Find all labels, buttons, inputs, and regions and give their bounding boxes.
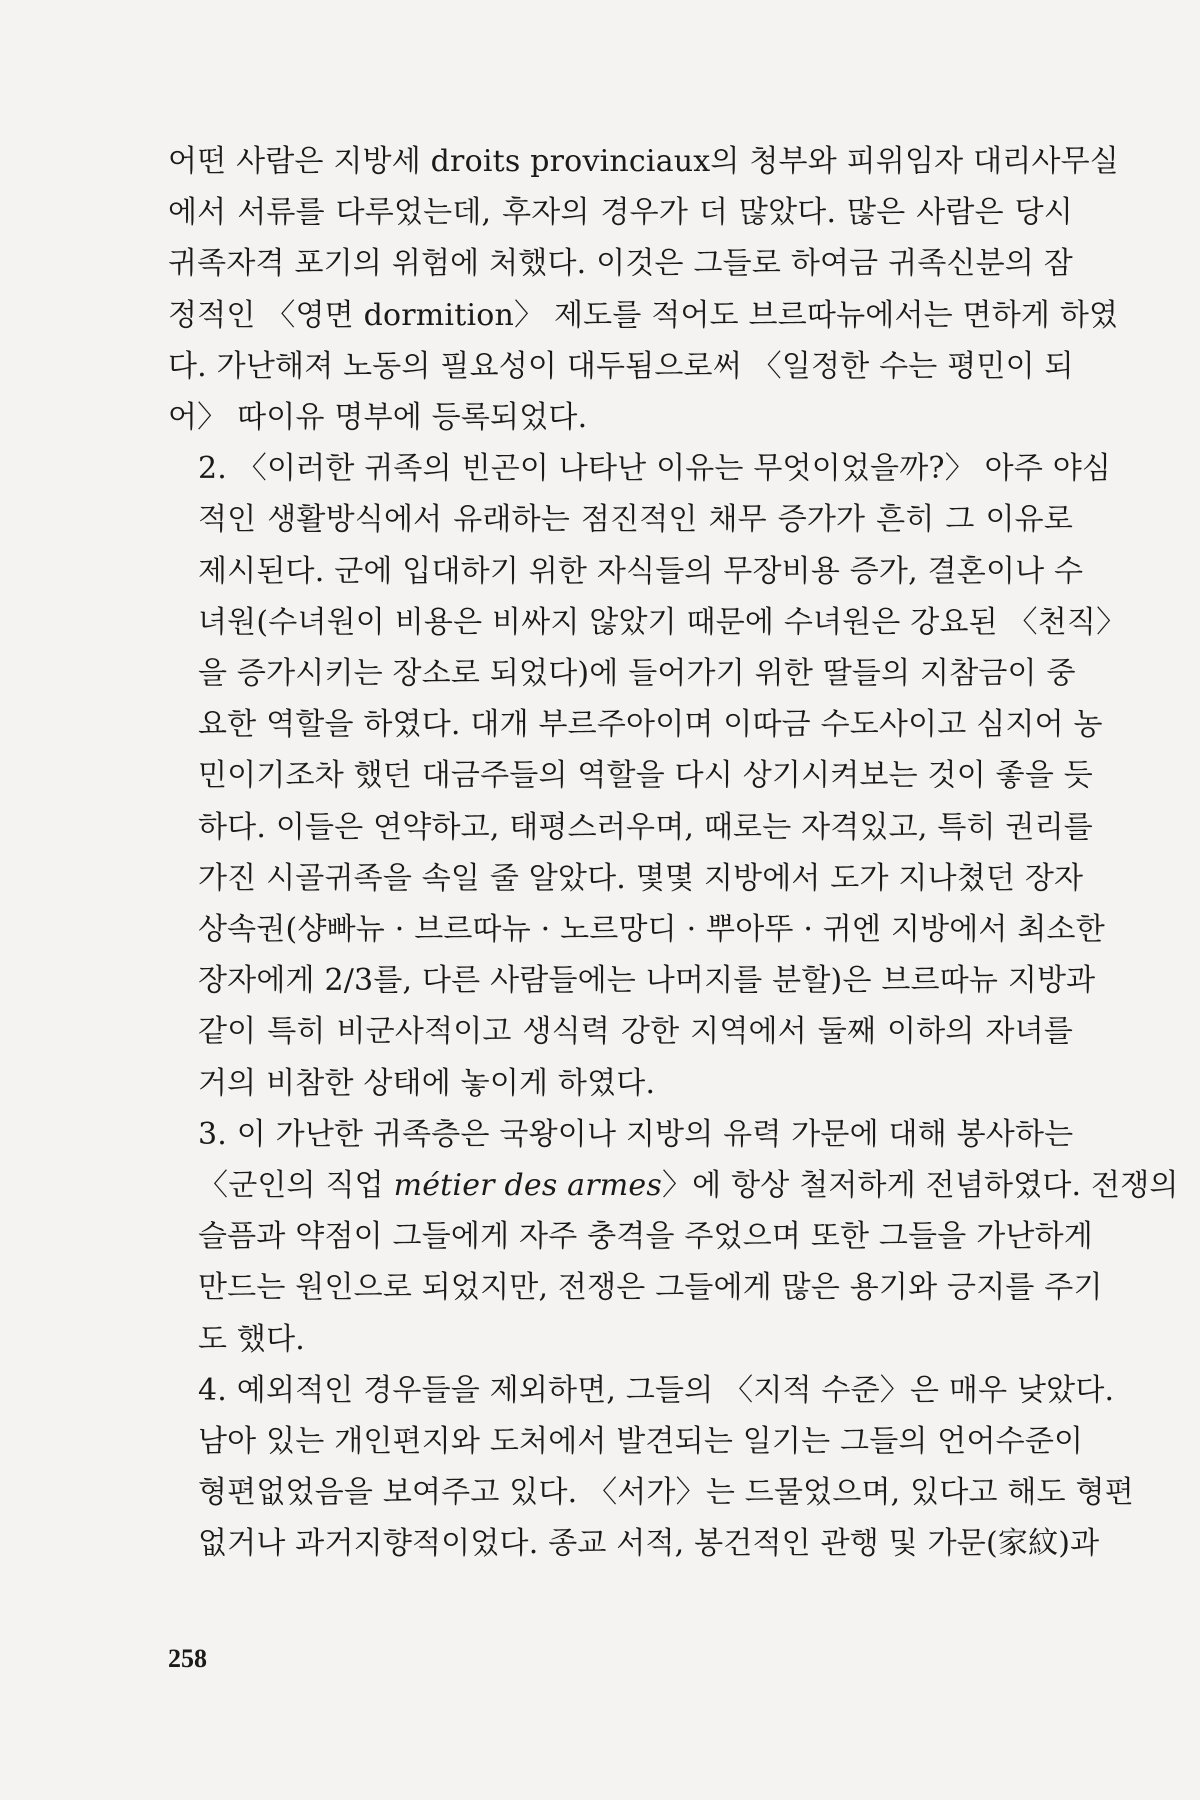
paragraph-1	[168, 136, 1119, 443]
text-line: 거의 비참한 상태에 놓이게 하였다.	[198, 1065, 656, 1101]
text-line: 어〉 따이유 명부에 등록되었다.	[168, 400, 588, 436]
text-line: 슬픔과 약점이 그들에게 자주 충격을 주었으며 또한 그들을 가난하게	[198, 1219, 1093, 1255]
text-line: 형편없었음을 보여주고 있다. 〈서가〉는 드물었으며, 있다고 해도 형편	[198, 1475, 1134, 1511]
text-line: 같이 특히 비군사적이고 생식력 강한 지역에서 둘째 이하의 자녀를	[198, 1014, 1073, 1050]
italic-term: métier des armes	[393, 1168, 662, 1204]
text-line: 하다. 이들은 연약하고, 태평스러우며, 때로는 자격있고, 특히 권리를	[198, 809, 1093, 845]
text-line: 도 했다.	[198, 1321, 306, 1357]
text-line: 적인 생활방식에서 유래하는 점진적인 채무 증가가 흔히 그 이유로	[198, 502, 1073, 538]
text-line: 을 증가시키는 장소로 되었다)에 들어가기 위한 딸들의 지참금이 중	[198, 656, 1076, 692]
text-line: 요한 역할을 하였다. 대개 부르주아이며 이따금 수도사이고 심지어 농	[198, 707, 1103, 743]
text-line: 녀원(수녀원이 비용은 비싸지 않았기 때문에 수녀원은 강요된 〈천직〉	[198, 604, 1127, 640]
text-line: 만드는 원인으로 되었지만, 전쟁은 그들에게 많은 용기와 긍지를 주기	[198, 1270, 1103, 1306]
text-line: 4. 예외적인 경우들을 제외하면, 그들의 〈지적 수준〉은 매우 낮았다.	[198, 1372, 1115, 1408]
text-line: 제시된다. 군에 입대하기 위한 자식들의 무장비용 증가, 결혼이나 수	[198, 553, 1084, 589]
text-line: 2. 〈이러한 귀족의 빈곤이 나타난 이유는 무엇이었을까?〉 아주 야심	[198, 451, 1112, 487]
paragraph-2	[168, 443, 1127, 1109]
text-line: 민이기조차 했던 대금주들의 역할을 다시 상기시켜보는 것이 좋을 듯	[198, 758, 1093, 794]
text-line: 정적인 〈영면 dormition〉 제도를 적어도 브르따뉴에서는 면하게 하였	[168, 297, 1119, 333]
page-number: 258	[168, 1644, 207, 1673]
text-line: 장자에게 2/3를, 다른 사람들에는 나머지를 분할)은 브르따뉴 지방과	[198, 963, 1096, 999]
paragraph-4	[168, 1365, 1134, 1570]
text-line: 가진 시골귀족을 속일 줄 알았다. 몇몇 지방에서 도가 지나쳤던 장자	[198, 860, 1084, 896]
text-line: 귀족자격 포기의 위험에 처했다. 이것은 그들로 하여금 귀족신분의 잠	[168, 246, 1073, 282]
text-line: 3. 이 가난한 귀족층은 국왕이나 지방의 유력 가문에 대해 봉사하는	[198, 1116, 1074, 1152]
text-line: 남아 있는 개인편지와 도처에서 발견되는 일기는 그들의 언어수준이	[198, 1424, 1084, 1460]
text-line: 에서 서류를 다루었는데, 후자의 경우가 더 많았다. 많은 사람은 당시	[168, 195, 1073, 231]
text-line: 없거나 과거지향적이었다. 종교 서적, 봉건적인 관행 및 가문(家紋)과	[198, 1526, 1100, 1562]
text-line: 〈군인의 직업 métier des armes〉에 항상 철저하게 전념하였다. 전쟁의	[198, 1168, 1179, 1204]
text-line: 어떤 사람은 지방세 droits provinciaux의 청부와 피위임자 대리사무실	[168, 144, 1119, 179]
text-line: 상속권(샹빠뉴 · 브르따뉴 · 노르망디 · 뿌아뚜 · 귀엔 지방에서 최소한	[198, 912, 1105, 948]
paragraph-3	[168, 1109, 1179, 1365]
text-line: 다. 가난해져 노동의 필요성이 대두됨으로써 〈일정한 수는 평민이 되	[168, 348, 1074, 384]
body-text	[168, 136, 1179, 1570]
